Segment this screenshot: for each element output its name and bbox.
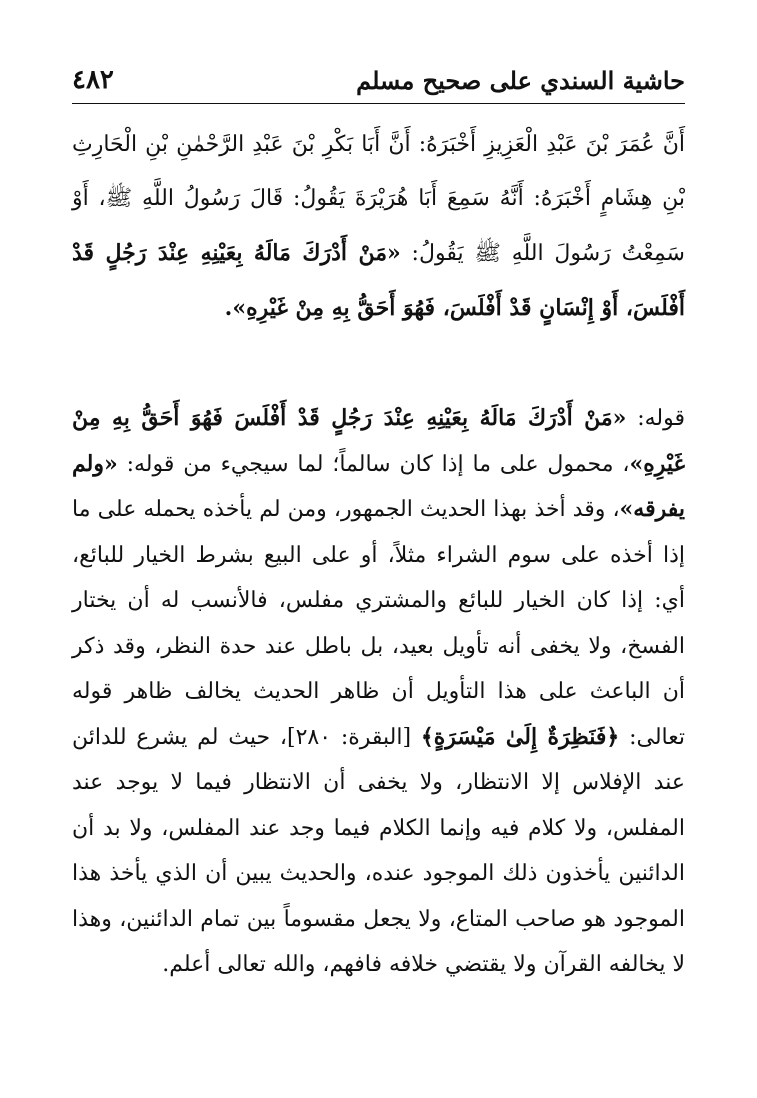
- quran-verse: ﴿فَنَظِرَةٌ إِلَىٰ مَيْسَرَةٍ﴾: [420, 723, 620, 750]
- header-divider: [72, 103, 685, 104]
- hadith-text: [72, 118, 685, 336]
- hadith-paragraph: [72, 118, 685, 336]
- hadith-matn: «مَنْ أَدْرَكَ مَالَهُ بِعَيْنِهِ عِنْدَ رَجُلٍ قَدْ أَفْلَسَ، أَوْ إِنْسَانٍ قَدْ أَفْلَسَ، فَهُوَ أَحَقُّ بِهِ مِنْ غَيْرِهِ».: [72, 240, 685, 321]
- commentary-part1: ، محمول على ما إذا كان سالماً؛ لما سيجيء من قوله:: [117, 451, 630, 477]
- commentary-quoted-phrase: «ولم يفرقه»: [72, 450, 685, 522]
- page-header: [72, 58, 685, 102]
- running-title: حاشية السندي على صحيح مسلم: [356, 65, 685, 95]
- commentary-part3: ، حيث لم يشرع للدائن عند الإفلاس إلا الانتظار، ولا يخفى أن الانتظار فيما لا يوجد عند المفلس، ولا كلام فيه وإنما الكلام فيما وجد عند المفلس، ولا بد أن الدائنين يأخذون ذلك الموجود عنده، والحديث يبين أن الذي يأخذ هذا الموجود هو صاحب المتاع، ولا يجعل مقسوماً بين تمام الدائنين، وهذا لا يخالفه القرآن ولا يقتضي خلافه فافهم، والله تعالى أعلم.: [72, 724, 685, 977]
- quran-reference: [البقرة: ٢٨٠]: [287, 724, 421, 750]
- hadith-narration: أَنَّ عُمَرَ بْنَ عَبْدِ الْعَزِيزِ أَخْبَرَهُ: أَنَّ أَبَا بَكْرِ بْنَ عَبْدِ الرَّحْمٰنِ بْنِ الْحَارِثِ بْنِ هِشَامٍ أَخْبَرَهُ: أَنَّهُ سَمِعَ أَبَا هُرَيْرَةَ يَقُولُ: قَالَ رَسُولُ اللَّهِ ﷺ، أَوْ سَمِعْتُ رَسُولَ اللَّهِ ﷺ يَقُولُ:: [72, 132, 685, 266]
- commentary-intro: قوله:: [626, 406, 685, 431]
- commentary-part2: ، وقد أخذ بهذا الحديث الجمهور، ومن لم يأخذه يحمله على ما إذا أخذه على سوم الشراء مثلاً، أو على البيع بشرط الخيار للبائع، أي: إذا كان الخيار للبائع والمشتري مفلس، فالأنسب له أن يختار الفسخ، ولا يخفى أنه تأويل بعيد، بل باطل عند حدة النظر، وقد ذكر أن الباعث على هذا التأويل أن ظاهر الحديث يخالف ظاهر قوله تعالى:: [72, 497, 685, 750]
- commentary-paragraph: [72, 396, 685, 988]
- commentary-quoted-matn: «مَنْ أَدْرَكَ مَالَهُ بِعَيْنِهِ عِنْدَ رَجُلٍ قَدْ أَفْلَسَ فَهُوَ أَحَقُّ بِهِ مِنْ غَيْرِهِ»: [72, 405, 685, 477]
- commentary-text: [72, 396, 685, 988]
- page-number: ٤٨٢: [72, 65, 114, 95]
